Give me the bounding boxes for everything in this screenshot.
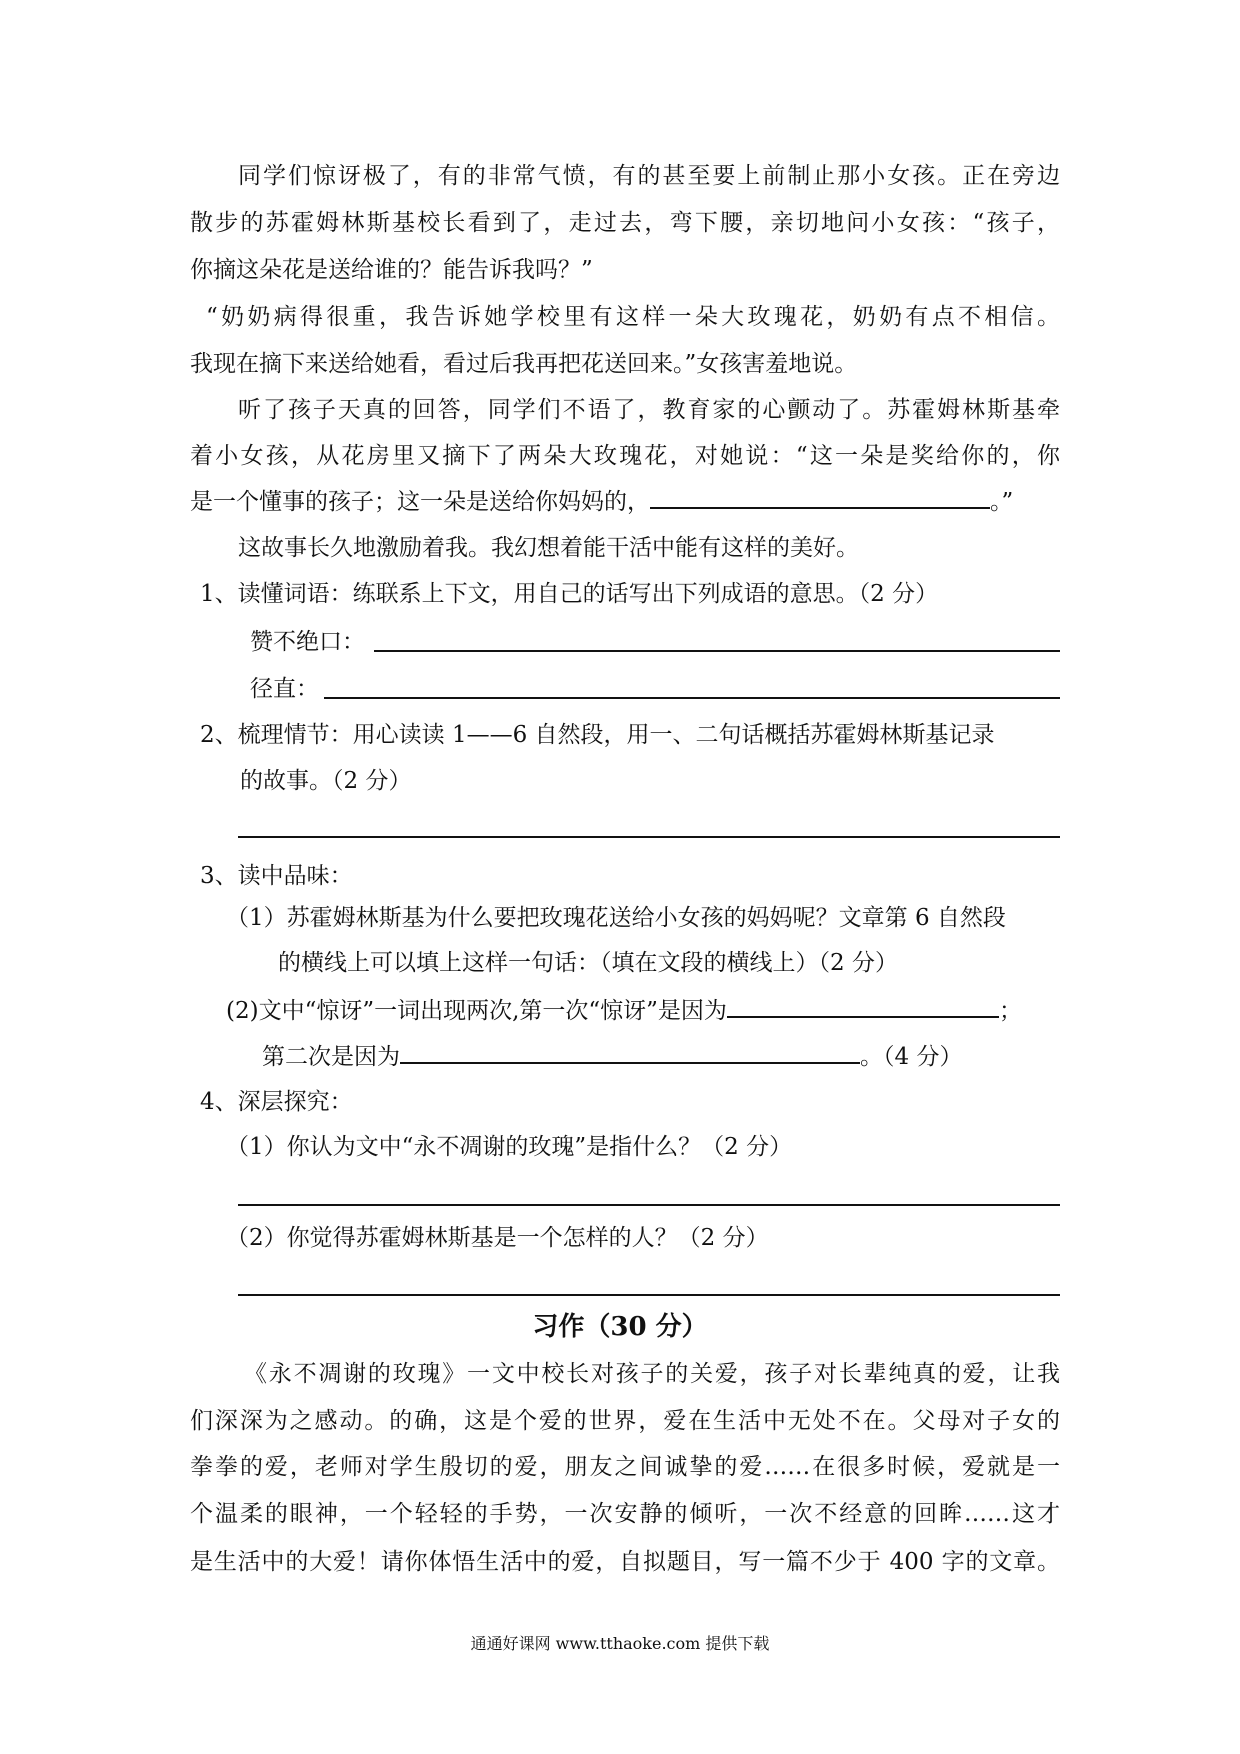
- answer-line-4-2[interactable]: [238, 1294, 1060, 1296]
- writing-line3: 拳拳的爱，老师对学生殷切的爱，朋友之间诚挚的爱……在很多时候，爱就是一: [190, 1454, 1060, 1480]
- question-3-1-line2: 的横线上可以填上这样一句话：（填在文段的横线上）（2 分）: [278, 950, 898, 976]
- answer-blank-first-surprise[interactable]: [727, 994, 999, 1018]
- question-4-1: （1）你认为文中“永不凋谢的玫瑰”是指什么？（2 分）: [226, 1134, 793, 1160]
- question-3-2-line1-end: ；: [998, 998, 1022, 1024]
- question-3-2-line2: [262, 1040, 962, 1073]
- question-1: 1、读懂词语：练联系上下文，用自己的话写出下列成语的意思。（2 分）: [200, 581, 939, 607]
- story-p1-line2: 散步的苏霍姆林斯基校长看到了，走过去，弯下腰，亲切地问小女孩：“孩子，: [190, 210, 1060, 236]
- story-p3-line1: 听了孩子天真的回答，同学们不语了，教育家的心颤动了。苏霍姆林斯基牵: [238, 397, 1060, 423]
- answer-line-2[interactable]: [238, 836, 1060, 838]
- writing-line2: 们深深为之感动。的确，这是个爱的世界，爱在生活中无处不在。父母对子女的: [190, 1408, 1060, 1434]
- question-1-term-b: 径直：: [250, 676, 319, 702]
- story-p4-line1: 这故事长久地激励着我。我幻想着能干活中能有这样的美好。: [238, 535, 859, 561]
- answer-blank-mother-reason[interactable]: [650, 485, 990, 509]
- story-p2-line2: 我现在摘下来送给她看，看过后我再把花送回来。”女孩害羞地说。: [190, 351, 858, 377]
- question-3-2-line1: [226, 994, 1022, 1027]
- writing-title: 习作（30 分）: [532, 1312, 708, 1342]
- question-4-2: （2）你觉得苏霍姆林斯基是一个怎样的人？（2 分）: [226, 1225, 769, 1251]
- answer-line-1a[interactable]: [374, 650, 1060, 652]
- answer-blank-second-surprise[interactable]: [400, 1040, 860, 1064]
- answer-line-4-1[interactable]: [238, 1204, 1060, 1206]
- story-p1-line3: 你摘这朵花是送给谁的？能告诉我吗？”: [190, 257, 593, 283]
- question-3: 3、读中品味：: [200, 863, 353, 889]
- writing-line4: 个温柔的眼神，一个轻轻的手势，一次安静的倾听，一次不经意的回眸……这才: [190, 1501, 1060, 1527]
- question-3-2-line2-text: 第二次是因为: [262, 1044, 400, 1070]
- question-4: 4、深层探究：: [200, 1089, 353, 1115]
- writing-line5: 是生活中的大爱！请你体悟生活中的爱，自拟题目，写一篇不少于 400 字的文章。: [190, 1549, 1060, 1575]
- story-p3-line3: [190, 485, 1013, 518]
- question-1-term-a: 赞不绝口：: [250, 629, 365, 655]
- question-3-2-line2-end: 。（4 分）: [860, 1044, 963, 1070]
- story-p3-line3-text: 是一个懂事的孩子；这一朵是送给你妈妈的，: [190, 489, 650, 515]
- question-3-2-line1-text: (2)文中“惊讶”一词出现两次,第一次“惊讶”是因为: [226, 998, 727, 1024]
- question-3-1-line1: （1）苏霍姆林斯基为什么要把玫瑰花送给小女孩的妈妈呢？文章第 6 自然段: [226, 905, 1006, 931]
- story-p3-line2: 着小女孩，从花房里又摘下了两朵大玫瑰花，对她说：“这一朵是奖给你的，你: [190, 443, 1060, 469]
- story-p2-line1: “奶奶病得很重，我告诉她学校里有这样一朵大玫瑰花，奶奶有点不相信。: [206, 304, 1060, 330]
- footer-source: 通通好课网 www.tthaoke.com 提供下载: [470, 1634, 770, 1653]
- question-2-line2: 的故事。（2 分）: [240, 768, 412, 794]
- writing-line1: 《永不凋谢的玫瑰》一文中校长对孩子的关爱，孩子对长辈纯真的爱，让我: [244, 1361, 1060, 1387]
- story-p1-line1: 同学们惊讶极了，有的非常气愤，有的甚至要上前制止那小女孩。正在旁边: [238, 163, 1060, 189]
- answer-line-1b[interactable]: [324, 697, 1060, 699]
- story-p3-line3-end: 。”: [990, 489, 1014, 515]
- question-2-line1: 2、梳理情节：用心读读 1——6 自然段，用一、二句话概括苏霍姆林斯基记录: [200, 722, 995, 748]
